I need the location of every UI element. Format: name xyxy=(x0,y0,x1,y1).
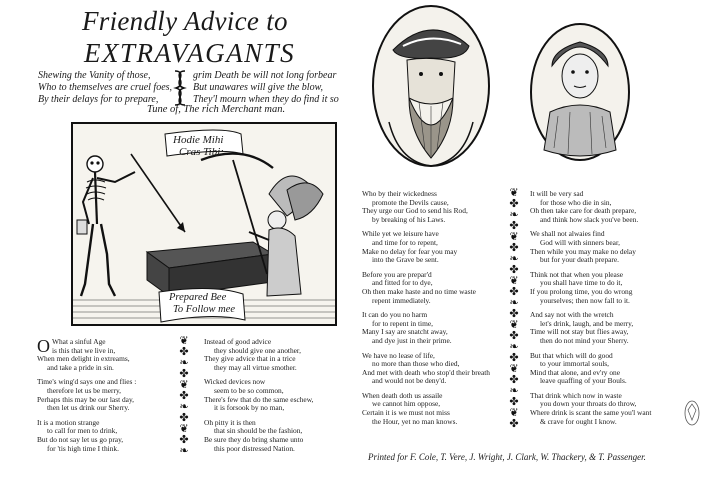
verse-line: leave quaffing of your Bouls. xyxy=(540,376,627,386)
verse-line: Wicked devices now xyxy=(204,377,266,387)
verse-line: no more than those who died, xyxy=(372,359,460,369)
verse-line: by breaking of his Laws. xyxy=(372,214,446,224)
verse-line: There's few that do the same eschew, xyxy=(204,394,314,404)
verse-line: that sin should be the fashion, xyxy=(214,426,303,436)
verse-line: & crave for ought I know. xyxy=(540,416,617,426)
tune-line: Tune of, The rich Merchant man. xyxy=(147,104,286,115)
verse-line: but for your death prepare. xyxy=(540,255,620,265)
verse-stanza xyxy=(37,419,169,453)
verse-line: and time for to repent, xyxy=(372,237,438,247)
verse-stanza xyxy=(362,190,500,224)
verse-line: When men delight in extreams, xyxy=(37,354,130,364)
subtitle-right-line: grim Death be will not long forbear xyxy=(193,70,337,81)
brace-ornament-icon xyxy=(171,69,189,107)
scroll-bottom-text: Prepared Bee xyxy=(169,292,227,303)
subtitle-right xyxy=(193,70,339,106)
verse-stanza xyxy=(204,378,340,412)
subtitle-right-line: But unawares will give the blow, xyxy=(193,82,323,93)
verse-line: for 'tis high time I think. xyxy=(47,443,119,453)
verse-stanza xyxy=(362,271,500,305)
verse-line: for those who die in sin, xyxy=(540,197,612,207)
verse-line: to your immortal souls, xyxy=(540,359,609,369)
verse-line: this poor distressed Nation. xyxy=(214,443,295,453)
subtitle-left-line: Shewing the Vanity of those, xyxy=(38,70,151,81)
subtitle-left xyxy=(38,70,172,106)
verse-stanza xyxy=(362,230,500,264)
verse-line: then do not mind your Sherry. xyxy=(540,335,629,345)
verse-line: and take a pride in sin. xyxy=(47,362,114,372)
verse-stanza xyxy=(362,392,500,426)
verse-line: the Hour, yet no man knows. xyxy=(372,416,458,426)
verse-line: Think not that when you please xyxy=(530,269,623,279)
verse-line: Then while you may make no delay xyxy=(530,246,636,256)
verse-column-3 xyxy=(362,190,500,432)
verse-line: Oh pitty it is then xyxy=(204,417,256,427)
verse-line: to call for men to drink, xyxy=(47,426,118,436)
verse-column-2 xyxy=(204,338,340,459)
subtitle-left-line: By their delays for to prepare, xyxy=(38,94,159,105)
scroll-top-text: Hodie Mihi xyxy=(173,134,224,146)
verse-stanza xyxy=(362,311,500,345)
verse-line: into the Grave be sent. xyxy=(372,255,439,265)
portrait-bearded-man-woodcut xyxy=(369,2,493,170)
verse-stanza xyxy=(37,338,169,372)
verse-stanza xyxy=(530,271,680,305)
verse-line: That drink which now in waste xyxy=(530,390,622,400)
verse-line: we cannot him oppose, xyxy=(372,399,441,409)
verse-stanza xyxy=(37,378,169,412)
verse-line: And say not with the wretch xyxy=(530,310,614,320)
verse-line: yourselves; then now fall to it. xyxy=(540,295,630,305)
verse-column-1 xyxy=(37,338,169,459)
verse-stanza xyxy=(530,311,680,345)
verse-line: If you prolong time, you do wrong xyxy=(530,286,633,296)
verse-line: While yet we leisure have xyxy=(362,229,439,239)
verse-line: Where drink is scant the same you'l want xyxy=(530,408,652,418)
verse-line: Mind that alone, and ev'ry one xyxy=(530,367,620,377)
fleuron-divider-icon: ❦ ✤ ❧ ✤ ❦ ✤ ❧ ✤ ❦ ✤ ❧ xyxy=(179,335,189,457)
portrait-woman-woodcut xyxy=(528,20,632,164)
scroll-top-text: Cras Tibi: xyxy=(179,146,224,158)
verse-line: it is forsook by no man, xyxy=(214,403,285,413)
verse-line: Oh then take care for death prepare, xyxy=(530,206,637,216)
verse-column-4 xyxy=(530,190,680,432)
verse-line: they should give one another, xyxy=(214,345,301,355)
ballad-title-line-1: Friendly Advice to xyxy=(82,6,288,36)
verse-stanza xyxy=(204,419,340,453)
verse-line: But do not say let us go pray, xyxy=(37,434,124,444)
verse-line: It can do you no harm xyxy=(362,310,428,320)
verse-line: Oh then make haste and no time waste xyxy=(362,286,476,296)
verse-line: let's drink, laugh, and be merry, xyxy=(540,318,634,328)
verse-line: And met with death who stop'd their breath xyxy=(362,367,490,377)
verse-line: and dye just in their prime. xyxy=(372,335,452,345)
printer-imprint: Printed for F. Cole, T. Vere, J. Wright, J. Clark, W. Thackery, & T. Passenger. xyxy=(368,452,646,462)
verse-line: and think how slack you've been. xyxy=(540,214,639,224)
verse-line: Time's wing'd says one and flies : xyxy=(37,377,137,387)
subtitle-right-line: They'l mourn when they do find it so xyxy=(193,94,339,105)
verse-line: then let us drink our Sherry. xyxy=(47,403,130,413)
verse-stanza xyxy=(362,352,500,386)
verse-stanza xyxy=(530,392,680,426)
verse-line: is this that we live in, xyxy=(52,345,116,355)
library-stamp-icon xyxy=(683,398,701,428)
verse-stanza xyxy=(530,352,680,386)
scroll-bottom-text: To Follow mee xyxy=(173,304,236,315)
verse-line: you down your throats do throw, xyxy=(540,399,637,409)
verse-line: Instead of good advice xyxy=(204,337,272,346)
verse-line: They give advice that in a trice xyxy=(204,354,296,364)
verse-line: promote the Devils cause, xyxy=(372,197,449,207)
verse-line: When death doth us assaile xyxy=(362,390,443,400)
woodcut-death-and-time xyxy=(71,122,337,326)
drop-cap-o: O xyxy=(37,336,50,356)
subtitle-left-line: Who to themselves are cruel foes, xyxy=(38,82,173,93)
verse-stanza xyxy=(530,190,680,224)
verse-line: they may all virtue smother. xyxy=(214,362,297,372)
verse-line: But that which will do good xyxy=(530,350,613,360)
verse-line: We shall not alwaies find xyxy=(530,229,605,239)
verse-line: God will with sinners bear, xyxy=(540,237,620,247)
verse-line: and would not be deny'd. xyxy=(372,376,447,386)
verse-line: It will be very sad xyxy=(530,189,584,198)
verse-line: It is a motion strange xyxy=(37,417,100,427)
verse-line: Certain it is we must not miss xyxy=(362,408,450,418)
verse-line: Make no delay for fear you may xyxy=(362,246,458,256)
verse-line: Time will not stay but flies away, xyxy=(530,327,629,337)
verse-line: We have no lease of life, xyxy=(362,350,435,360)
verse-line: repent immediately. xyxy=(372,295,431,305)
verse-line: Who by their wickedness xyxy=(362,189,437,198)
fleuron-divider-icon: ❦ ✤ ❧ ✤ ❦ ✤ ❧ ✤ ❦ ✤ ❧ ✤ ❦ ✤ ❧ ✤ ❦ ✤ ❧ ✤ ❦ ✤ xyxy=(509,187,519,430)
verse-line: for to repent in time, xyxy=(372,318,433,328)
verse-line: Before you are prepar'd xyxy=(362,269,432,279)
verse-line: Be sure they do bring shame unto xyxy=(204,434,304,444)
verse-line: seem to be so common, xyxy=(214,385,284,395)
verse-line: Many I say are snatcht away, xyxy=(362,327,448,337)
woodcut-scroll-top xyxy=(173,134,224,158)
verse-line: therefore let us be merry, xyxy=(47,385,122,395)
verse-line: What a sinful Age xyxy=(52,337,106,346)
verse-line: They urge our God to send his Rod, xyxy=(362,206,468,216)
verse-line: and fitted for to dye, xyxy=(372,278,433,288)
verse-stanza xyxy=(204,338,340,372)
verse-line: you shall have time to do it, xyxy=(540,278,623,288)
verse-stanza xyxy=(530,230,680,264)
ballad-title-line-2: EXTRAVAGANTS xyxy=(84,38,296,68)
woodcut-scroll-bottom xyxy=(169,292,235,316)
verse-line: Perhaps this may be our last day, xyxy=(37,394,135,404)
